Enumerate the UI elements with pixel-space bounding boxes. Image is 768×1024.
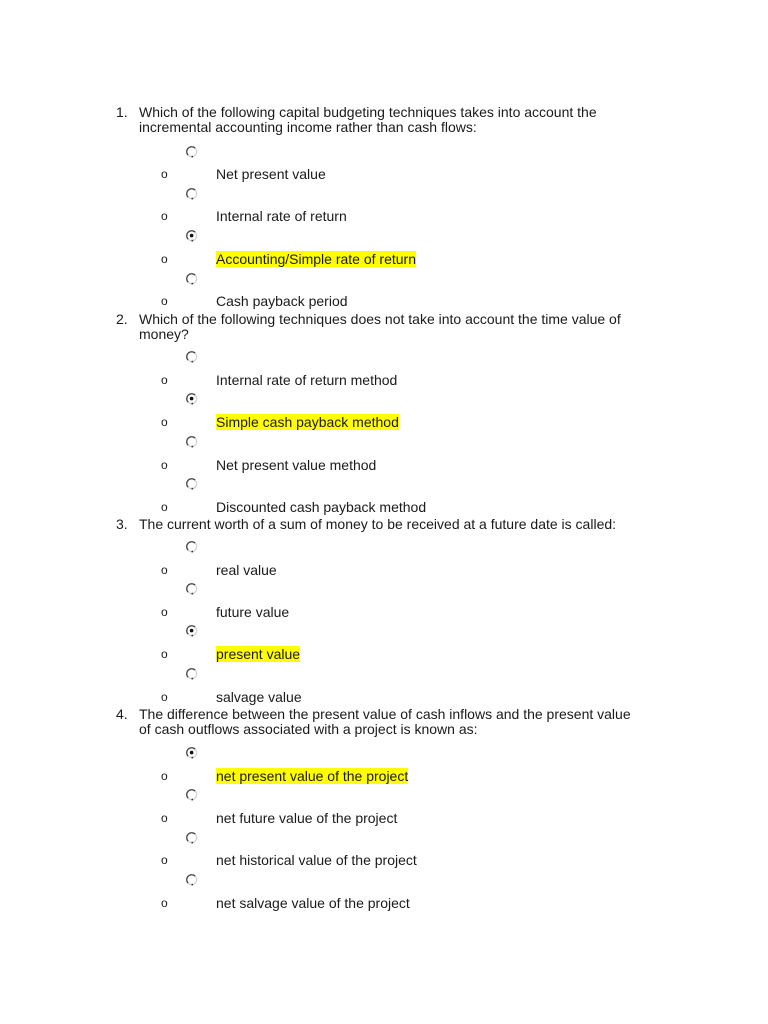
option-text: Net present value: [216, 166, 326, 182]
question-text-line: The current worth of a sum of money to be received at a future date is called:: [139, 516, 617, 532]
option-label: [216, 294, 348, 309]
radio-unselected-icon[interactable]: [185, 873, 199, 887]
option-label: [216, 690, 302, 705]
radio-selected-icon[interactable]: [185, 746, 199, 760]
question-text-line: of cash outflows associated with a project is known as:: [139, 721, 478, 737]
radio-selected-icon[interactable]: [185, 624, 199, 638]
bullet-icon: o: [161, 415, 168, 429]
bullet-icon: o: [161, 853, 168, 867]
bullet-icon: o: [161, 458, 168, 472]
option-label: [216, 563, 277, 578]
option-text: Cash payback period: [216, 293, 348, 309]
question-number: 3.: [116, 516, 128, 532]
question-number: 4.: [116, 706, 128, 722]
option-text: salvage value: [216, 689, 302, 705]
option-text: Internal rate of return: [216, 208, 347, 224]
option-label: [216, 811, 397, 826]
question-text-line: incremental accounting income rather than cash flows:: [139, 119, 477, 135]
question-text-line: Which of the following techniques does not take into account the time value of: [139, 311, 621, 327]
option-label: [216, 896, 410, 911]
question-text: [139, 517, 616, 532]
bullet-icon: o: [161, 563, 168, 577]
bullet-icon: o: [161, 167, 168, 181]
option-text-highlighted: Simple cash payback method: [216, 414, 399, 430]
option-text: net future value of the project: [216, 810, 398, 826]
option-label: [216, 167, 326, 182]
bullet-icon: o: [161, 294, 168, 308]
bullet-icon: o: [161, 209, 168, 223]
option-label: [216, 458, 376, 473]
radio-unselected-icon[interactable]: [185, 788, 199, 802]
radio-unselected-icon[interactable]: [185, 145, 199, 159]
bullet-icon: o: [161, 811, 168, 825]
question-number: 1.: [116, 104, 128, 120]
option-text: Net present value method: [216, 457, 377, 473]
radio-unselected-icon[interactable]: [185, 477, 199, 491]
option-label: [216, 647, 300, 662]
option-text-highlighted: present value: [216, 646, 301, 662]
radio-unselected-icon[interactable]: [185, 667, 199, 681]
radio-unselected-icon[interactable]: [185, 272, 199, 286]
question-text: [139, 105, 597, 135]
option-text: real value: [216, 562, 277, 578]
radio-selected-icon[interactable]: [185, 229, 199, 243]
bullet-icon: o: [161, 769, 168, 783]
bullet-icon: o: [161, 647, 168, 661]
option-label: [216, 415, 399, 430]
option-text-highlighted: Accounting/Simple rate of return: [216, 251, 416, 267]
question-number: 2.: [116, 311, 128, 327]
bullet-icon: o: [161, 896, 168, 910]
question-text: [139, 707, 631, 737]
question-text-line: Which of the following capital budgeting techniques takes into account the: [139, 104, 597, 120]
bullet-icon: o: [161, 605, 168, 619]
radio-unselected-icon[interactable]: [185, 350, 199, 364]
question-text-line: The difference between the present value of cash inflows and the present value: [139, 706, 631, 722]
radio-unselected-icon[interactable]: [185, 540, 199, 554]
radio-unselected-icon[interactable]: [185, 831, 199, 845]
option-label: [216, 853, 417, 868]
option-label: [216, 209, 347, 224]
option-label: [216, 500, 426, 515]
option-label: [216, 373, 397, 388]
bullet-icon: o: [161, 373, 168, 387]
question-text: [139, 312, 621, 342]
bullet-icon: o: [161, 690, 168, 704]
option-label: [216, 769, 408, 784]
option-label: [216, 252, 416, 267]
option-text: net salvage value of the project: [216, 895, 410, 911]
bullet-icon: o: [161, 500, 168, 514]
option-text: future value: [216, 604, 290, 620]
bullet-icon: o: [161, 252, 168, 266]
option-text: Discounted cash payback method: [216, 499, 427, 515]
option-text: Internal rate of return method: [216, 372, 398, 388]
radio-unselected-icon[interactable]: [185, 187, 199, 201]
option-text: net historical value of the project: [216, 852, 417, 868]
radio-unselected-icon[interactable]: [185, 435, 199, 449]
option-label: [216, 605, 289, 620]
question-text-line: money?: [139, 326, 189, 342]
option-text-highlighted: net present value of the project: [216, 768, 409, 784]
radio-selected-icon[interactable]: [185, 392, 199, 406]
radio-unselected-icon[interactable]: [185, 582, 199, 596]
